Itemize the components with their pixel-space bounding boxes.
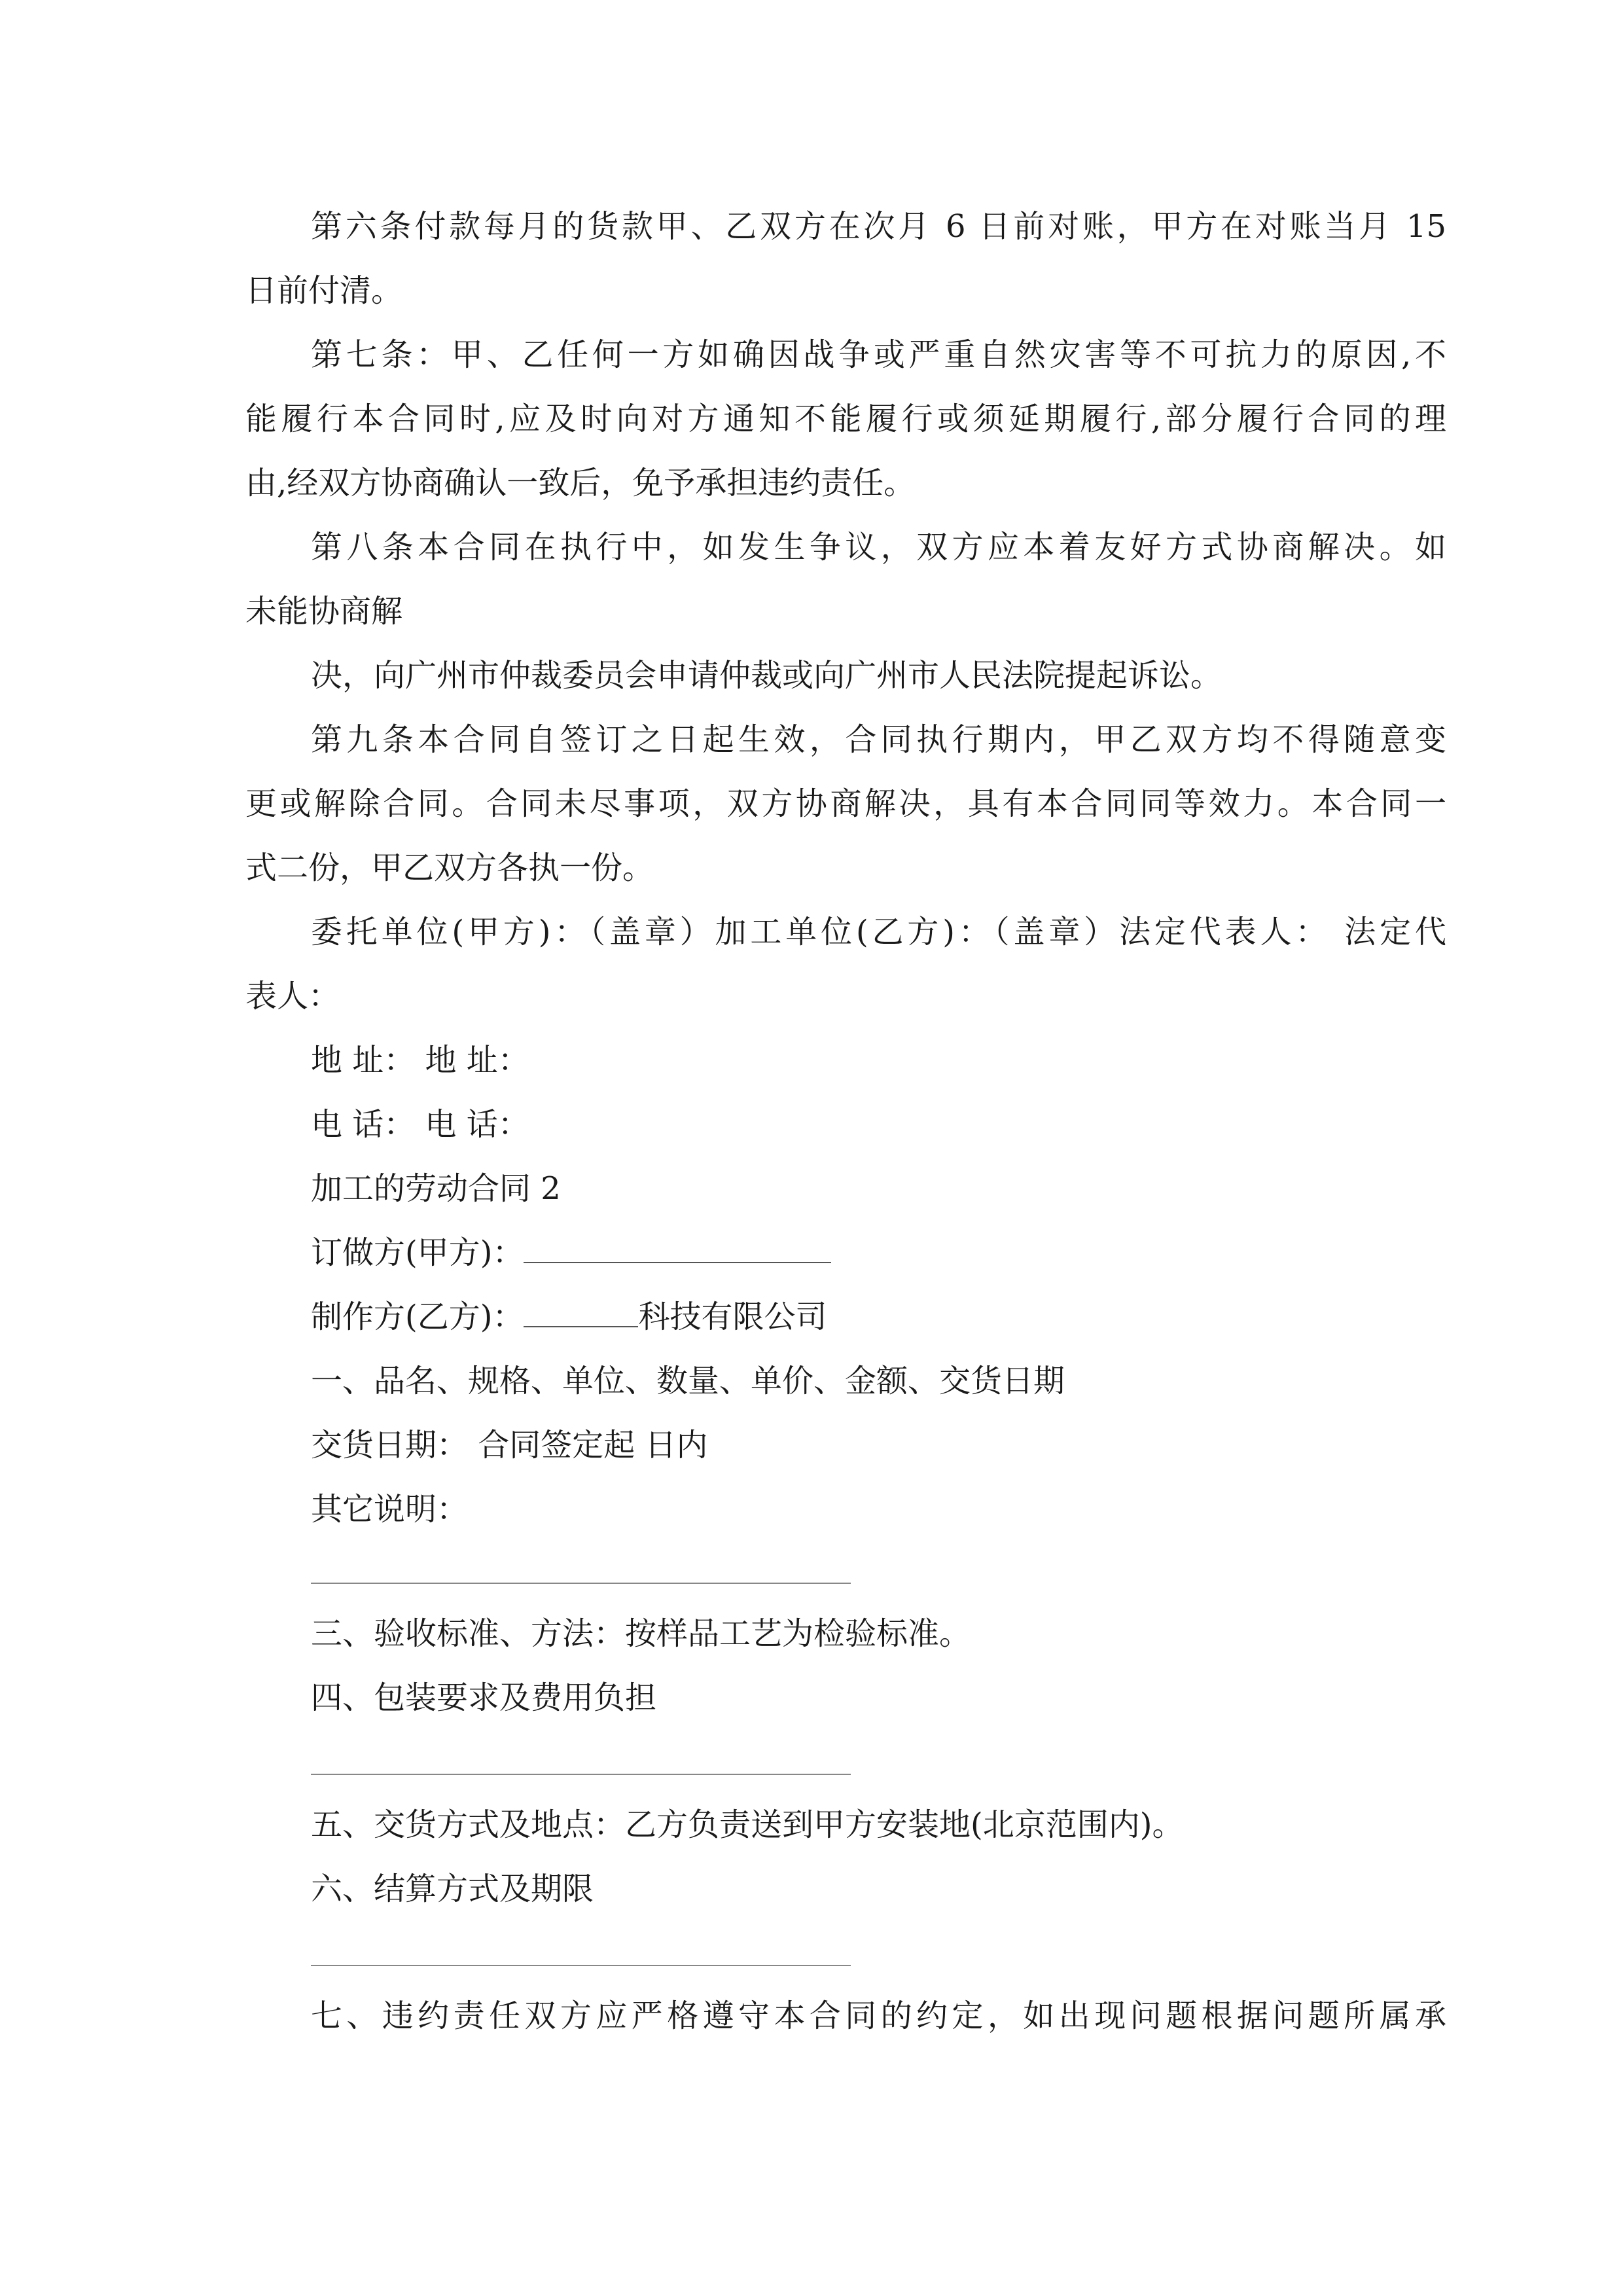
clause-6-line-2: 日前付清。	[245, 272, 403, 309]
other-notes-line: 其它说明：	[311, 1491, 469, 1528]
clause-8-line-1: 第八条本合同在执行中，如发生争议，双方应本着友好方式协商解决。如	[311, 529, 1446, 565]
maker-party-line	[311, 1297, 827, 1336]
clause-7-line-3: 由,经双方协商确认一致后，免予承担违约责任。	[245, 465, 916, 501]
clause-6-line-1: 第六条付款每月的货款甲、乙双方在次月 6 日前对账，甲方在对账当月 15	[311, 208, 1446, 245]
blank-rule-3	[311, 1965, 851, 1966]
section-5-line: 五、交货方式及地点：乙方负责送到甲方安装地(北京范围内)。	[311, 1806, 1184, 1843]
phone-line: 电 话： 电 话：	[311, 1106, 529, 1143]
clause-9-line-3: 式二份，甲乙双方各执一份。	[245, 850, 654, 886]
clause-9-line-2: 更或解除合同。合同未尽事项，双方协商解决，具有本合同同等效力。本合同一	[245, 785, 1446, 822]
maker-party-label: 制作方(乙方)：	[311, 1299, 524, 1335]
clause-7-line-2: 能履行本合同时,应及时向对方通知不能履行或须延期履行,部分履行合同的理	[245, 401, 1446, 437]
delivery-date-line: 交货日期： 合同签定起 日内	[311, 1427, 708, 1463]
orderer-party-line	[311, 1233, 831, 1272]
clause-7-line-1: 第七条：甲、乙任何一方如确因战争或严重自然灾害等不可抗力的原因,不	[311, 336, 1446, 373]
section-7-line: 七、违约责任双方应严格遵守本合同的约定，如出现问题根据问题所属承	[311, 1998, 1446, 2034]
maker-company-suffix: 科技有限公司	[638, 1299, 827, 1335]
blank-rule-2	[311, 1774, 851, 1775]
clause-9-line-1: 第九条本合同自签订之日起生效，合同执行期内，甲乙双方均不得随意变	[311, 721, 1446, 758]
address-line: 地 址： 地 址：	[311, 1042, 529, 1079]
orderer-blank	[524, 1233, 831, 1263]
orderer-party-label: 订做方(甲方)：	[311, 1234, 524, 1271]
section-4-line: 四、包装要求及费用负担	[311, 1679, 657, 1716]
blank-rule-1	[311, 1583, 851, 1584]
contract-2-title: 加工的劳动合同 2	[311, 1170, 561, 1207]
section-1-heading: 一、品名、规格、单位、数量、单价、金额、交货日期	[311, 1363, 1065, 1399]
signatory-line-2: 表人：	[245, 978, 340, 1014]
maker-blank	[524, 1297, 638, 1327]
section-3-line: 三、验收标准、方法：按样品工艺为检验标准。	[311, 1615, 971, 1652]
clause-8-line-3: 决，向广州市仲裁委员会申请仲裁或向广州市人民法院提起诉讼。	[311, 657, 1222, 694]
signatory-line-1: 委托单位(甲方)：（盖章）加工单位(乙方)：（盖章）法定代表人： 法定代	[311, 914, 1446, 950]
clause-8-line-2: 未能协商解	[245, 593, 403, 630]
section-6-line: 六、结算方式及期限	[311, 1871, 594, 1907]
